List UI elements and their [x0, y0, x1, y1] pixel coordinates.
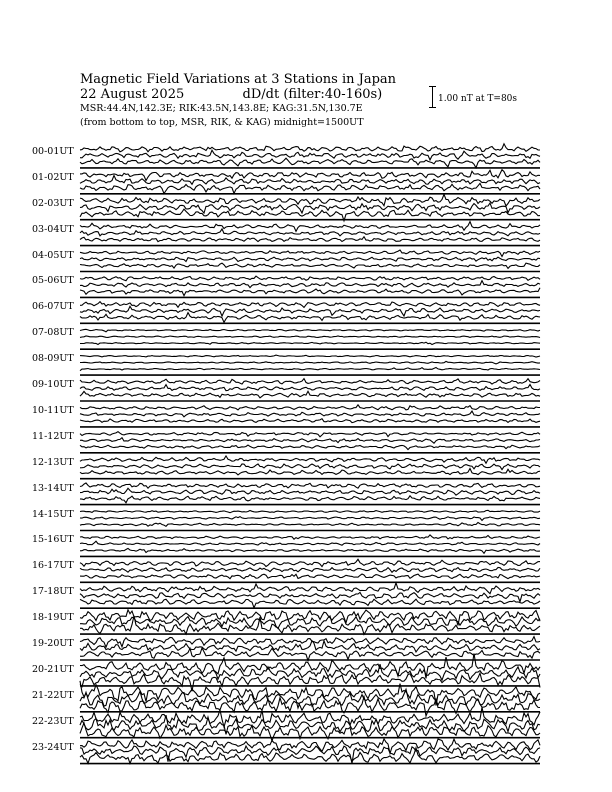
trace-KAG-11-12UT — [80, 432, 540, 437]
trace-MSR-03-04UT — [80, 237, 540, 242]
trace-RIK-11-12UT — [80, 438, 540, 444]
trace-KAG-17-18UT — [80, 583, 540, 594]
row-label-06-07UT: 06-07UT — [32, 301, 74, 313]
trace-KAG-07-08UT — [80, 329, 540, 332]
trace-MSR-01-02UT — [80, 183, 540, 193]
row-label-19-20UT: 19-20UT — [32, 638, 74, 650]
trace-MSR-08-09UT — [80, 368, 540, 371]
trace-RIK-15-16UT — [80, 541, 540, 545]
trace-MSR-07-08UT — [80, 342, 540, 344]
row-label-07-08UT: 07-08UT — [32, 327, 74, 339]
quantity-label: dD/dt (filter:40-160s) — [242, 87, 383, 102]
trace-MSR-17-18UT — [80, 599, 540, 608]
trace-RIK-12-13UT — [80, 464, 540, 470]
trace-RIK-13-14UT — [80, 488, 540, 495]
trace-MSR-14-15UT — [80, 523, 540, 527]
row-label-01-02UT: 01-02UT — [32, 171, 74, 183]
trace-MSR-05-06UT — [80, 288, 540, 296]
row-label-12-13UT: 12-13UT — [32, 456, 74, 468]
row-label-14-15UT: 14-15UT — [32, 508, 74, 520]
row-label-21-22UT: 21-22UT — [32, 689, 74, 701]
trace-RIK-09-10UT — [80, 385, 540, 391]
trace-RIK-06-07UT — [80, 306, 540, 316]
trace-KAG-12-13UT — [80, 456, 540, 463]
trace-MSR-13-14UT — [80, 496, 540, 503]
trace-KAG-13-14UT — [80, 483, 540, 488]
trace-KAG-21-22UT — [80, 681, 540, 706]
trace-RIK-19-20UT — [80, 641, 540, 652]
trace-RIK-05-06UT — [80, 281, 540, 288]
trace-order-note: (from bottom to top, MSR, RIK, & KAG) midnight=1500UT — [80, 117, 364, 128]
row-label-16-17UT: 16-17UT — [32, 560, 74, 572]
stations-info: MSR:44.4N,142.3E; RIK:43.5N,143.8E; KAG:31.5N,130.7E — [80, 103, 363, 114]
row-label-09-10UT: 09-10UT — [32, 379, 74, 391]
trace-MSR-20-21UT — [80, 673, 540, 691]
trace-RIK-08-09UT — [80, 361, 540, 364]
row-label-17-18UT: 17-18UT — [32, 586, 74, 598]
row-label-08-09UT: 08-09UT — [32, 353, 74, 365]
trace-RIK-00-01UT — [80, 150, 540, 160]
row-label-11-12UT: 11-12UT — [32, 430, 74, 442]
trace-MSR-11-12UT — [80, 445, 540, 450]
trace-KAG-14-15UT — [80, 510, 540, 512]
trace-MSR-12-13UT — [80, 469, 540, 475]
trace-RIK-23-24UT — [80, 746, 540, 764]
row-label-20-21UT: 20-21UT — [32, 663, 74, 675]
row-label-05-06UT: 05-06UT — [32, 275, 74, 287]
row-label-22-23UT: 22-23UT — [32, 715, 74, 727]
row-label-02-03UT: 02-03UT — [32, 197, 74, 209]
trace-RIK-03-04UT — [80, 229, 540, 236]
trace-MSR-16-17UT — [80, 574, 540, 579]
trace-RIK-04-05UT — [80, 257, 540, 261]
scale-label: 1.00 nT at T=80s — [438, 94, 518, 104]
trace-MSR-15-16UT — [80, 548, 540, 553]
trace-KAG-03-04UT — [80, 222, 540, 232]
trace-KAG-01-02UT — [80, 170, 540, 181]
trace-KAG-00-01UT — [80, 144, 540, 152]
trace-RIK-10-11UT — [80, 411, 540, 417]
trace-MSR-06-07UT — [80, 313, 540, 323]
row-label-18-19UT: 18-19UT — [32, 612, 74, 624]
trace-RIK-14-15UT — [80, 517, 540, 521]
row-label-00-01UT: 00-01UT — [32, 145, 74, 157]
trace-KAG-04-05UT — [80, 250, 540, 257]
trace-RIK-07-08UT — [80, 336, 540, 338]
trace-KAG-16-17UT — [80, 559, 540, 566]
chart-title: Magnetic Field Variations at 3 Stations in Japan — [80, 72, 397, 87]
trace-KAG-15-16UT — [80, 535, 540, 539]
trace-KAG-08-09UT — [80, 355, 540, 357]
row-label-03-04UT: 03-04UT — [32, 223, 74, 235]
trace-KAG-02-03UT — [80, 194, 540, 206]
trace-RIK-01-02UT — [80, 176, 540, 185]
trace-RIK-16-17UT — [80, 568, 540, 573]
row-label-04-05UT: 04-05UT — [32, 249, 74, 261]
trace-MSR-10-11UT — [80, 419, 540, 423]
row-label-10-11UT: 10-11UT — [32, 404, 74, 416]
date-label: 22 August 2025 — [80, 87, 185, 102]
row-label-13-14UT: 13-14UT — [32, 482, 74, 494]
trace-KAG-10-11UT — [80, 405, 540, 410]
trace-MSR-04-05UT — [80, 263, 540, 268]
trace-KAG-06-07UT — [80, 302, 540, 308]
trace-MSR-09-10UT — [80, 391, 540, 398]
trace-KAG-09-10UT — [80, 379, 540, 385]
trace-KAG-05-06UT — [80, 276, 540, 281]
row-label-23-24UT: 23-24UT — [32, 741, 74, 753]
row-label-15-16UT: 15-16UT — [32, 534, 74, 546]
trace-MSR-00-01UT — [80, 158, 540, 168]
